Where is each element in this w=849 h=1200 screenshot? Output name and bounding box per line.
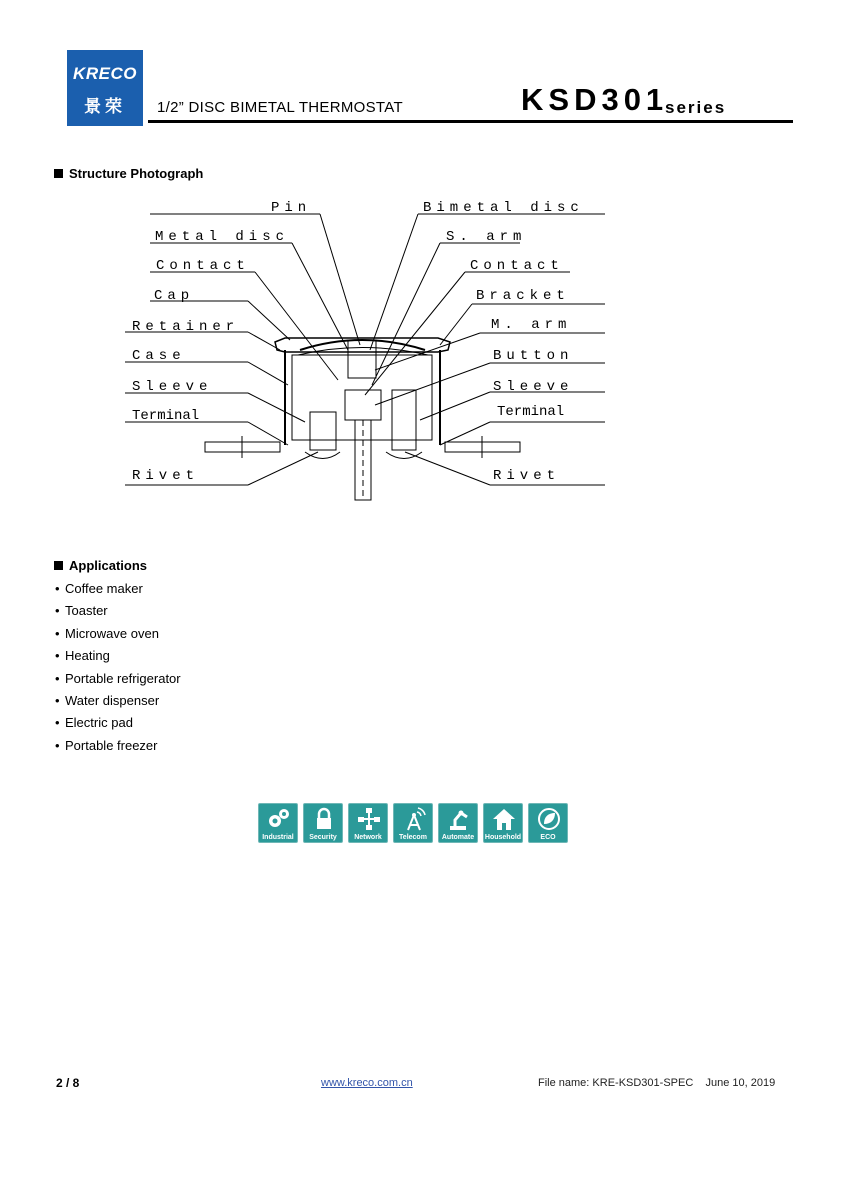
- label-bimetal-disc: Bimetal disc: [423, 200, 584, 216]
- company-logo: [67, 50, 143, 126]
- list-item: • Portable freezer: [55, 737, 158, 753]
- label-sleeve-right: Sleeve: [493, 379, 574, 395]
- label-rivet-left: Rivet: [132, 468, 200, 484]
- structure-heading: [54, 166, 203, 181]
- file-info: File name: KRE-KSD301-SPEC June 10, 2019: [538, 1077, 776, 1089]
- badge-network: Network: [348, 803, 388, 843]
- badge-eco: ECO: [528, 803, 568, 843]
- logo-text-cn: 景荣: [84, 97, 126, 116]
- lock-icon: [312, 807, 336, 831]
- label-bracket: Bracket: [476, 288, 570, 304]
- list-item: • Microwave oven: [55, 625, 159, 641]
- network-icon: [357, 807, 381, 831]
- label-m-arm: M. arm: [491, 317, 572, 333]
- label-retainer: Retainer: [132, 319, 240, 335]
- label-contact-left: Contact: [156, 258, 250, 274]
- badge-household: Household: [483, 803, 523, 843]
- label-sleeve-left: Sleeve: [132, 379, 213, 395]
- logo-text-en: KRECO: [73, 64, 137, 83]
- list-item: • Water dispenser: [55, 693, 160, 709]
- applications-heading: [54, 558, 147, 573]
- label-contact-right: Contact: [470, 258, 564, 274]
- applications-heading-text: Applications: [69, 558, 148, 573]
- label-terminal-left: Terminal: [132, 408, 200, 424]
- label-rivet-right: Rivet: [493, 468, 561, 484]
- bullet-square: [54, 169, 63, 178]
- list-item: • Portable refrigerator: [55, 670, 181, 686]
- robot-arm-icon: [447, 807, 471, 831]
- page-number: 2 / 8: [56, 1076, 80, 1090]
- badge-security: Security: [303, 803, 343, 843]
- bullet-square: [54, 561, 63, 570]
- model-number: KSD301: [521, 82, 669, 117]
- label-metal-disc: Metal disc: [155, 229, 290, 245]
- list-item: • Toaster: [55, 603, 108, 619]
- label-s-arm: S. arm: [446, 229, 527, 245]
- leaf-icon: [537, 807, 561, 831]
- application-badges: [258, 803, 568, 843]
- label-cap: Cap: [154, 288, 195, 304]
- label-case: Case: [132, 348, 186, 364]
- applications-list: [55, 578, 181, 757]
- document-title: 1/2” DISC BIMETAL THERMOSTAT: [157, 99, 403, 116]
- series-label: series: [665, 98, 727, 117]
- house-icon: [492, 807, 516, 831]
- badge-automate: Automate: [438, 803, 478, 843]
- structure-diagram: [120, 190, 610, 520]
- header-rule: [148, 120, 793, 123]
- antenna-icon: [402, 807, 426, 831]
- list-item: • Heating: [55, 648, 110, 664]
- label-button: Button: [493, 348, 574, 364]
- gears-icon: [267, 807, 291, 831]
- label-pin: Pin: [271, 200, 312, 216]
- badge-telecom: Telecom: [393, 803, 433, 843]
- badge-industrial: Industrial: [258, 803, 298, 843]
- website-link[interactable]: www.kreco.com.cn: [321, 1077, 413, 1089]
- label-terminal-right: Terminal: [497, 404, 565, 420]
- list-item: • Coffee maker: [55, 581, 143, 596]
- list-item: • Electric pad: [55, 715, 133, 731]
- structure-heading-text: Structure Photograph: [69, 166, 204, 181]
